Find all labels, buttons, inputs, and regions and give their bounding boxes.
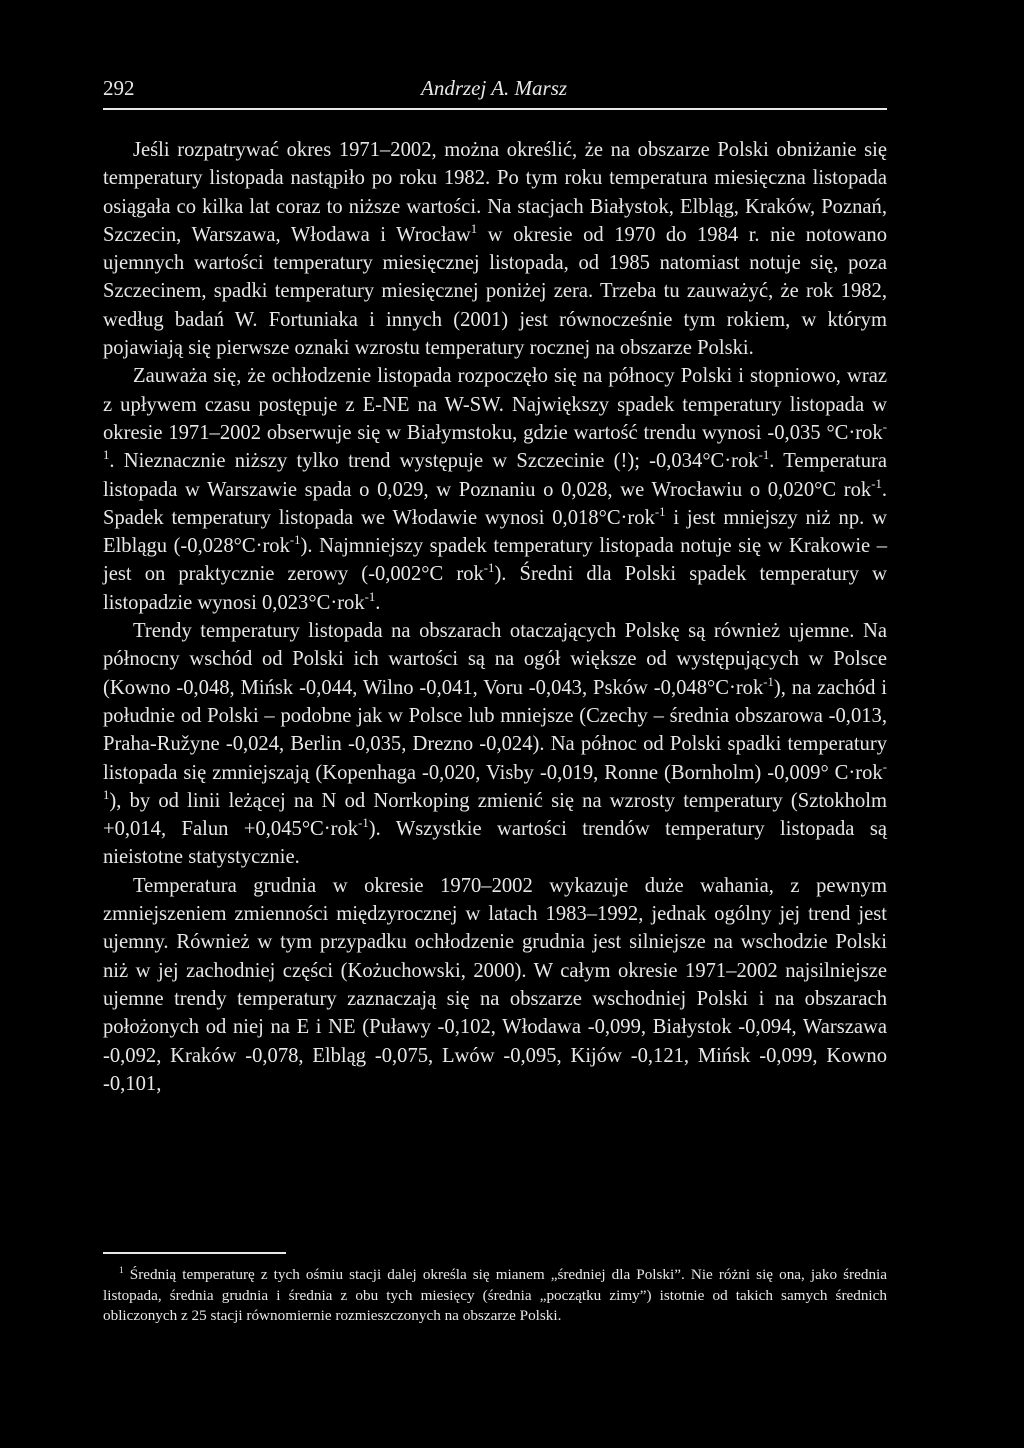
exponent: -1 <box>103 759 887 802</box>
exponent: -1 <box>289 533 301 548</box>
exponent: -1 <box>871 476 882 491</box>
paragraph-3: Trendy temperatury listopada na obszarach otaczających Polskę są również ujemne. Na północny wschód od Polski ich wartości są na ogół większe od występujących w Polsce (Kowno -0,048, Mińsk -0,044, Wilno -0,041, Voru -0,043, Psków -0,048°C·rok$^{-1}$), na zachód i południe od Polski – podobne jak w Polsce lub mniejsze (Czechy – średnia obszarowa -0,013, Praha-Ružyne -0,024, Berlin -0,035, Drezno -0,024). Na północ od Polski spadki temperatury listopada się zmniejszają (Kopenhaga -0,020, Visby -0,019, Ronne (Bornholm) -0,009° C·rok$^{-1}$), by od linii leżącej na N od Norrkoping zmienić się na wzrosty temperatury (Sztokholm +0,014, Falun +0,045°C·rok$^{-1}$). Wszystkie wartości trendów temperatury listopada są nieistotne statystycznie. <box>103 620 887 869</box>
exponent: -1 <box>358 816 369 831</box>
exponent: -1 <box>758 448 770 463</box>
footnote <box>103 1265 887 1327</box>
exponent: -1 <box>483 561 495 576</box>
footnote-reference: 1 <box>470 222 478 237</box>
footnote-marker: 1 <box>119 1265 124 1276</box>
exponent: -1 <box>763 674 774 689</box>
exponent: -1 <box>654 505 666 519</box>
running-head: Andrzej A. Marsz <box>421 76 568 100</box>
exponent: -1 <box>364 589 376 604</box>
footnote-text: Średnią temperaturę z tych ośmiu stacji dalej określa się mianem „średniej dla Polski”. Nie różni się ona, jako średnia listopada, średnia grudnia i średnia z obu tych miesięcy (średnia „początku zimy”) istotnie od takich samych średnich obliczonych z 25 stacji równomiernie rozmieszczonych na obszarze Polski. <box>103 1266 887 1324</box>
footnote-rule <box>103 1252 286 1254</box>
page-number: 292 <box>103 76 135 100</box>
page-header <box>103 74 887 110</box>
paragraph-1 <box>103 136 887 362</box>
paragraph-4: Temperatura grudnia w okresie 1970–2002 wykazuje duże wahania, z pewnym zmniejszeniem zmienności międzyrocznej w latach 1983–1992, jednak ogólny jej trend jest ujemny. Również w tym przypadku ochłodzenie grudnia jest silniejsze na wschodzie Polski niż w jej zachodniej części (Kożuchowski, 2000). W całym okresie 1971–2002 najsilniejsze ujemne trendy temperatury zaznaczają się na obszarze wschodniej Polski i na obszarach położonych od niej na E i NE (Puławy -0,102, Włodawa -0,099, Białystok -0,094, Warszawa -0,092, Kraków -0,078, Elbląg -0,075, Lwów -0,095, Kijów -0,121, Mińsk -0,099, Kowno -0,101, <box>103 874 887 1095</box>
paragraph-2: Zauważa się, że ochłodzenie listopada rozpoczęło się na północy Polski i stopniowo, wraz z upływem czasu postępuje z E-NE na W-SW. Największy spadek temperatury listopada w okresie 1971–2002 obserwuje się w Białymstoku, gdzie wartość trendu wynosi -0,035 °C·rok$^{-1}$. Nieznacznie niższy tylko trend występuje w Szczecinie (!); -0,034°C·rok$^{-1}$. Temperatura listopada w Warszawie spada o 0,029, w Poznaniu o 0,028, we Wrocławiu o 0,020°C rok$^{-1}$. Spadek temperatury listopada we Włodawie wynosi 0,018°C·rok$^{-1}$ i jest mniejszy niż np. w Elblągu (-0,028°C·rok$^{-1}$). Najmniejszy spadek temperatury listopada notuje się w Krakowie – jest on praktycznie zerowy (-0,002°C rok$^{-1}$). Średni dla Polski spadek temperatury w listopadzie wynosi 0,023°C·rok$^{-1}$. <box>103 365 887 614</box>
paragraph-1-continuation: w okresie od 1970 do 1984 r. nie notowano ujemnych wartości temperatury miesięcznej listopada, od 1985 natomiast notuje się, poza Szczecinem, spadki temperatury miesięcznej poniżej zera. Trzeba tu zauważyć, że rok 1982, według badań W. Fortuniaka i innych (2001) jest równocześnie tym rokiem, w którym pojawiają się pierwsze oznaki wzrostu temperatury rocznej na obszarze Polski. <box>103 223 887 360</box>
paragraph-1-text: Jeśli rozpatrywać okres 1971–2002, można określić, że na obszarze Polski obniżanie się temperatury listopada nastąpiło po roku 1982. Po tym roku temperatura miesięczna listopada osiągała co kilka lat coraz to niższe wartości. Na stacjach Białystok, Elbląg, Kraków, Poznań, Szczecin, Warszawa, Włodawa i Wrocław <box>103 139 887 246</box>
body-text <box>103 136 887 1098</box>
exponent: -1 <box>103 420 887 463</box>
